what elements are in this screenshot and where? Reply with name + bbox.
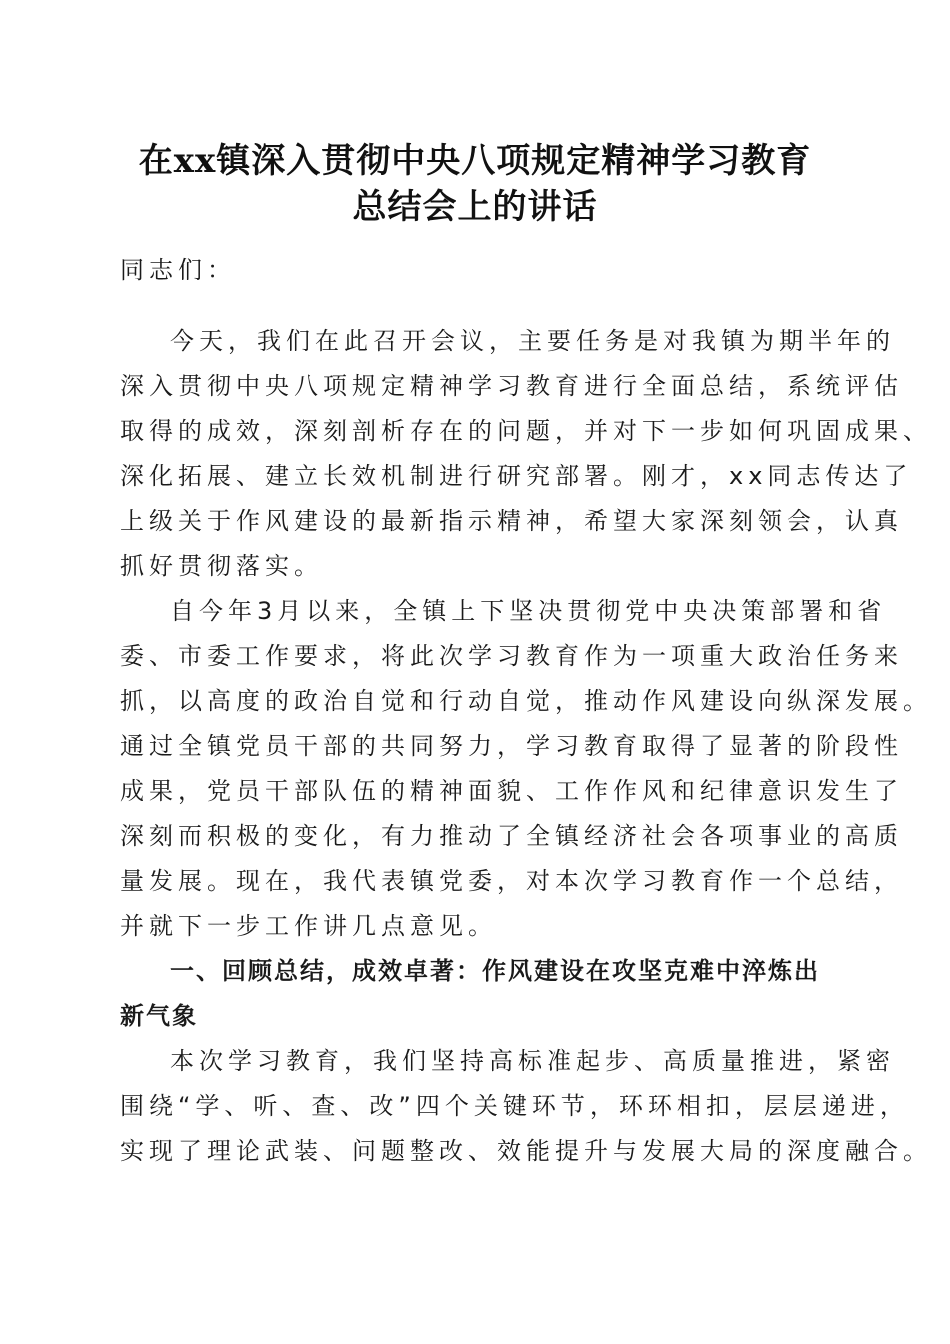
paragraph-line: 自今年3月以来，全镇上下坚决贯彻党中央决策部署和省 (170, 597, 887, 625)
paragraph-line: 取得的成效，深刻剖析存在的问题，并对下一步如何巩固成果、 (120, 417, 932, 445)
paragraph-line: 深化拓展、建立长效机制进行研究部署。刚才，xx同志传达了 (120, 462, 913, 490)
paragraph-line: 抓，以高度的政治自觉和行动自觉，推动作风建设向纵深发展。 (120, 687, 932, 715)
paragraph-line: 并就下一步工作讲几点意见。 (120, 912, 497, 940)
paragraph-line: 上级关于作风建设的最新指示精神，希望大家深刻领会，认真 (120, 507, 903, 535)
section-heading-line: 新气象 (120, 1002, 198, 1030)
paragraph-line: 量发展。现在，我代表镇党委，对本次学习教育作一个总结， (120, 867, 903, 895)
paragraph-line: 通过全镇党员干部的共同努力，学习教育取得了显著的阶段性 (120, 732, 903, 760)
paragraph-line: 深刻而积极的变化，有力推动了全镇经济社会各项事业的高质 (120, 822, 903, 850)
paragraph-line: 实现了理论武装、问题整改、效能提升与发展大局的深度融合。 (120, 1137, 932, 1165)
paragraph-line: 委、市委工作要求，将此次学习教育作为一项重大政治任务来 (120, 642, 903, 670)
paragraph-line: 今天，我们在此召开会议，主要任务是对我镇为期半年的 (170, 327, 895, 355)
paragraph-line: 抓好贯彻落实。 (120, 552, 323, 580)
salutation: 同志们： (120, 256, 236, 284)
document-title-line-1: 在xx镇深入贯彻中央八项规定精神学习教育 (138, 141, 812, 181)
paragraph-line: 深入贯彻中央八项规定精神学习教育进行全面总结，系统评估 (120, 372, 903, 400)
section-heading-line: 一、回顾总结，成效卓著：作风建设在攻坚克难中淬炼出 (170, 957, 820, 985)
document-title-line-2: 总结会上的讲话 (352, 187, 598, 227)
paragraph-line: 本次学习教育，我们坚持高标准起步、高质量推进，紧密 (170, 1047, 895, 1075)
paragraph-line: 围绕“学、听、查、改”四个关键环节，环环相扣，层层递进， (120, 1092, 909, 1120)
paragraph-line: 成果，党员干部队伍的精神面貌、工作作风和纪律意识发生了 (120, 777, 903, 805)
